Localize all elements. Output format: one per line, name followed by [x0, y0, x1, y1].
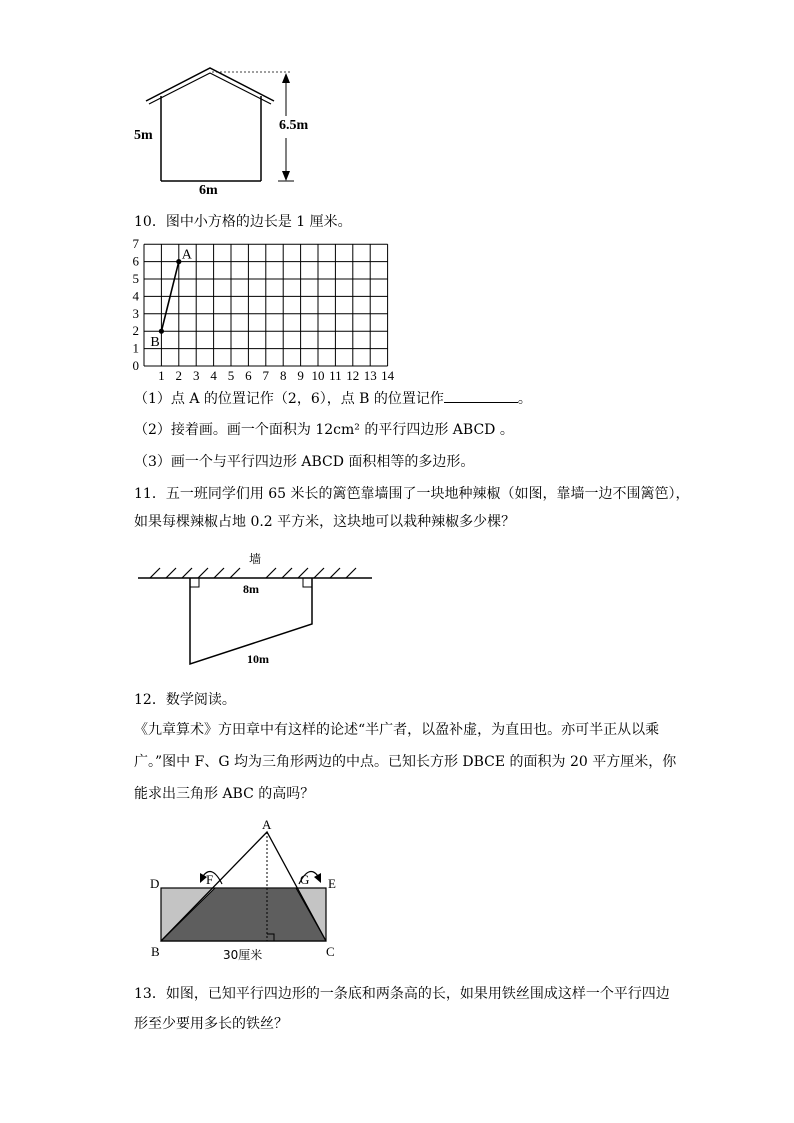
y-tick-label: 5 [132, 271, 139, 286]
house-left-height-label: 5m [134, 128, 153, 143]
label-d: D [150, 876, 160, 891]
y-tick-label: 3 [132, 305, 139, 321]
q13-line1: 13．如图，已知平行四边形的一条底和两条高的长，如果用铁丝围成这样一个平行四边 [134, 986, 670, 1002]
x-tick-label: 3 [192, 368, 200, 383]
q11-line2: 如果每棵辣椒占地 0.2 平方米，这块地可以栽种辣椒多少棵？ [134, 514, 516, 530]
x-tick-label: 4 [210, 368, 217, 383]
q12-line1: 《九章算术》方田章中有这样的论述“半广者，以盈补虚，为直田也。亦可半正从以乘 [134, 722, 660, 738]
y-tick-label: 6 [132, 253, 139, 269]
x-tick-label: 13 [363, 368, 377, 383]
base-label: 30厘米 [223, 948, 263, 962]
label-a: A [262, 817, 272, 832]
q10-title: 10．图中小方格的边长是 1 厘米。 [134, 214, 352, 230]
label-b: B [151, 944, 160, 959]
y-tick-label: 1 [132, 340, 139, 356]
y-tick-label: 4 [132, 288, 139, 304]
x-tick-label: 11 [329, 368, 342, 383]
fence-bottom-label: 10m [247, 652, 269, 666]
q13-line2: 形至少要用多长的铁丝？ [134, 1016, 288, 1032]
y-tick-label: 2 [132, 323, 139, 339]
q10-part2: （2）接着画。画一个面积为 12cm² 的平行四边形 ABCD 。 [134, 422, 514, 438]
x-tick-label: 5 [227, 368, 235, 383]
x-tick-label: 6 [245, 368, 252, 383]
x-tick-label: 1 [158, 368, 165, 383]
x-tick-label: 8 [279, 368, 287, 383]
x-tick-label: 10 [311, 368, 325, 383]
label-c: C [326, 944, 335, 959]
q12-title: 12．数学阅读。 [134, 692, 236, 708]
x-tick-label: 14 [381, 368, 395, 383]
point-b-label: B [150, 335, 160, 351]
q10-part3: （3）画一个与平行四边形 ABCD 面积相等的多边形。 [134, 454, 475, 470]
y-tick-label: 7 [132, 236, 139, 252]
point-a-label: A [181, 247, 192, 263]
label-g: G [300, 872, 310, 887]
y-tick-label: 0 [132, 358, 139, 373]
q12-line2: 广。”图中 F、G 均为三角形两边的中点。已知长方形 DBCE 的面积为 20 平方厘米，你 [134, 754, 677, 770]
x-tick-label: 2 [175, 368, 183, 383]
house-base-label: 6m [199, 183, 218, 198]
q12-line3: 能求出三角形 ABC 的高吗？ [134, 786, 315, 802]
label-e: E [328, 876, 336, 891]
x-tick-label: 9 [297, 368, 304, 383]
q11-line1: 11．五一班同学们用 65 米长的篱笆靠墙围了一块地种辣椒（如图，靠墙一边不围篱笆）， [134, 486, 690, 502]
house-total-height-label: 6.5m [279, 118, 309, 133]
fence-top-label: 8m [243, 582, 259, 596]
label-f: F [206, 872, 214, 887]
q10-part1-end: 。 [517, 391, 532, 407]
x-tick-label: 12 [346, 368, 360, 383]
wall-label: 墙 [249, 552, 262, 566]
q10-part1-text: （1）点 A 的位置记作（2，6），点 B 的位置记作 [134, 391, 444, 407]
x-tick-label: 7 [262, 368, 270, 383]
